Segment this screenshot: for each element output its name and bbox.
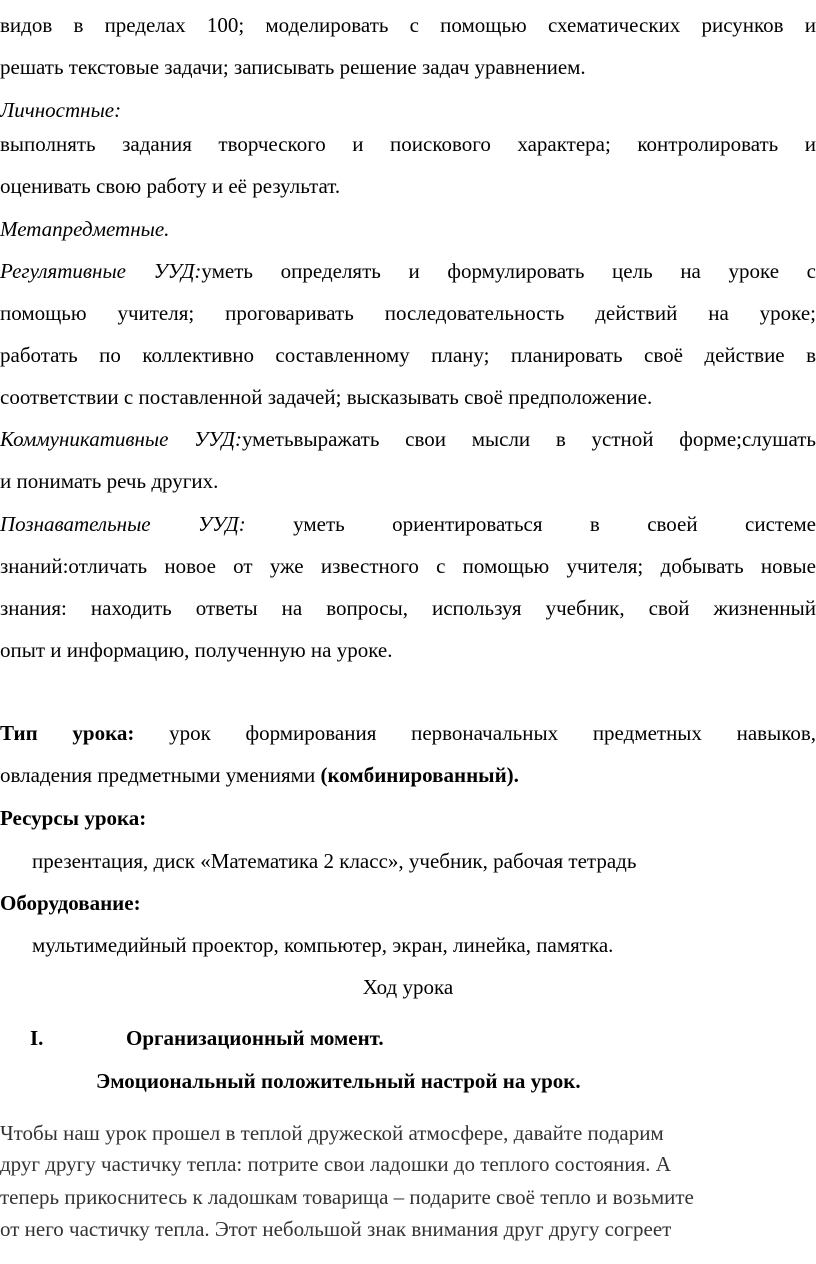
cognitive-line-1-text: уметь ориентироваться в своей системе: [293, 512, 816, 536]
regulative-line-2: помощью учителя; проговаривать последовательность действий на уроке;: [0, 301, 816, 325]
regulative-line-4: соответствии с поставленной задачей; высказывать своё предположение.: [0, 385, 653, 409]
equipment-heading: Оборудование:: [0, 891, 141, 915]
closing-line-2: друг другу частичку тепла: потрите свои ладошки до теплого состояния. А: [0, 1152, 671, 1176]
intro-line-1: видов в пределах 100; моделировать с помощью схематических рисунков и: [0, 13, 816, 37]
regulative-line-1-text: уметь определять и формулировать цель на уроке с: [201, 259, 816, 283]
cognitive-line-2: знаний:отличать новое от уже известного с помощью учителя; добывать новые: [0, 554, 816, 578]
stage-1-number: I.: [30, 1026, 44, 1050]
lesson-type-line-2-text: овладения предметными умениями: [0, 763, 316, 787]
meta-heading: Метапредметные.: [0, 217, 170, 241]
cognitive-label: Познавательные УУД:: [0, 512, 246, 536]
personal-line-1: выполнять задания творческого и поискового характера; контролировать и: [0, 132, 816, 156]
regulative-line-3: работать по коллективно составленному плану; планировать своё действие в: [0, 343, 816, 367]
communicative-line-1: [0, 426, 816, 452]
lesson-type-combined: (комбинированный).: [320, 763, 519, 787]
lesson-type-label: Тип урока:: [0, 721, 135, 745]
communicative-label: Коммуникативные УУД:: [0, 427, 242, 451]
closing-line-3: теперь прикоснитесь к ладошкам товарища – подарите своё тепло и возьмите: [0, 1185, 694, 1209]
lesson-course-title: Ход урока: [362, 975, 454, 999]
resources-text: презентация, диск «Математика 2 класс», учебник, рабочая тетрадь: [32, 849, 637, 873]
communicative-line-2: и понимать речь других.: [0, 469, 219, 493]
personal-line-2: оценивать свою работу и её результат.: [0, 174, 341, 198]
equipment-text: мультимедийный проектор, компьютер, экран, линейка, памятка.: [32, 933, 614, 957]
lesson-type-line-1: [0, 720, 816, 746]
closing-line-1: Чтобы наш урок прошел в теплой дружеской атмосфере, давайте подарим: [0, 1121, 664, 1145]
lesson-type-line-2: [0, 762, 816, 788]
resources-heading: Ресурсы урока:: [0, 806, 147, 830]
stage-1-title: Организационный момент.: [126, 1026, 384, 1050]
stage-1-subtitle: Эмоциональный положительный настрой на урок.: [96, 1069, 581, 1093]
closing-line-4: от него частичку тепла. Этот небольшой знак внимания друг другу согреет: [0, 1217, 672, 1241]
cognitive-line-3: знания: находить ответы на вопросы, используя учебник, свой жизненный: [0, 596, 816, 620]
regulative-line-1: [0, 258, 816, 284]
cognitive-line-4: опыт и информацию, полученную на уроке.: [0, 638, 393, 662]
intro-line-2: решать текстовые задачи; записывать решение задач уравнением.: [0, 55, 586, 79]
cognitive-line-1: [0, 511, 816, 537]
stage-1-heading: [30, 1025, 816, 1051]
lesson-type-line-1-text: урок формирования первоначальных предметных навыков,: [169, 721, 816, 745]
communicative-line-1-text: уметьвыражать свои мысли в устной форме;слушать: [241, 427, 816, 451]
personal-heading: Личностные:: [0, 98, 122, 122]
regulative-label: Регулятивные УУД:: [0, 259, 202, 283]
